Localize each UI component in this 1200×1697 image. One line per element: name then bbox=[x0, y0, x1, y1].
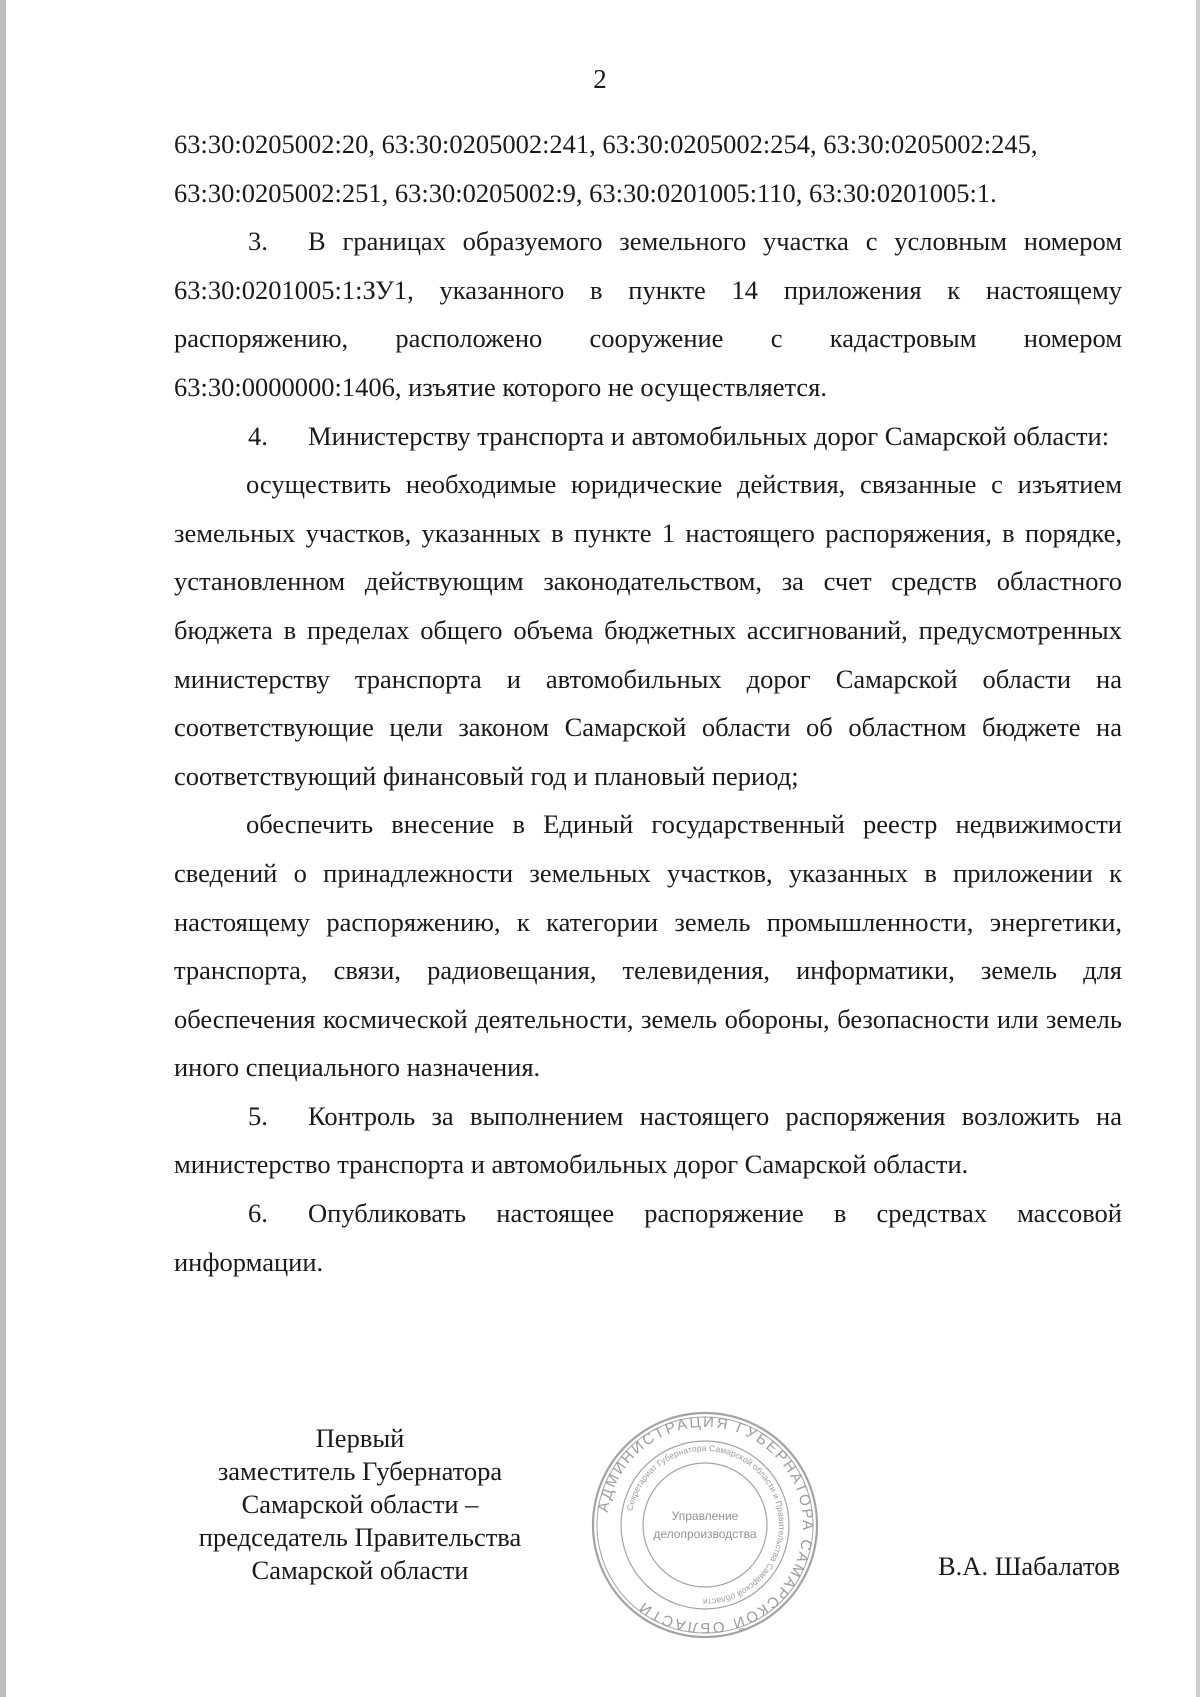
signatory-title bbox=[170, 1422, 550, 1587]
signatory-title-line-5: Самарской области bbox=[251, 1555, 469, 1585]
official-seal bbox=[590, 1410, 820, 1640]
paragraph-6-number: 6. bbox=[248, 1198, 268, 1229]
signatory-title-line-2: заместитель Губернатора bbox=[217, 1456, 503, 1486]
paragraph-4-number: 4. bbox=[248, 420, 268, 451]
paragraph-4-text: Министерству транспорта и автомобильных дорог Самарской области: bbox=[308, 420, 1110, 451]
document-body bbox=[174, 120, 1122, 1286]
paragraph-3-number: 3. bbox=[248, 226, 268, 257]
signatory-title-line-4: председатель Правительства bbox=[198, 1522, 522, 1552]
paragraph-5-text: Контроль за выполнением настоящего распоряжения возложить на министерство транспорта и автомобильных дорог Самарской области. bbox=[174, 1100, 1122, 1180]
paragraph-4-subitem-1: осуществить необходимые юридические действия, связанные с изъятием земельных участков, указанных в пункте 1 настоящего распоряжения, в порядке, установленном действующим законодательством, за счет средств областного бюджета в пределах общего объема бюджетных ассигнований, предусмотренных министерству транспорта и автомобильных дорог Самарской области на соответствующие цели законом Самарской области об областном бюджете на соответствующий финансовый год и плановый период; bbox=[174, 469, 1122, 791]
scan-edge-right bbox=[1196, 0, 1200, 1697]
signatory-name: В.А. Шабалатов bbox=[938, 1551, 1120, 1581]
paragraph-6 bbox=[174, 1189, 1122, 1286]
page-number: 2 bbox=[593, 64, 607, 94]
paragraph-3-text: В границах образуемого земельного участка с условным номером 63:30:0201005:1:ЗУ1, указанного в пункте 14 приложения к настоящему распоряжению, расположено сооружение с кадастровым номером 63:30:0000000:1406, изъятие которого не осуществляется. bbox=[174, 226, 1122, 402]
paragraph-5-number: 5. bbox=[248, 1100, 268, 1131]
scan-edge-left bbox=[0, 0, 6, 1697]
paragraph-3 bbox=[174, 217, 1122, 411]
seal-center-line-1: Управление bbox=[671, 1509, 739, 1523]
paragraph-6-text: Опубликовать настоящее распоряжение в средствах массовой информации. bbox=[174, 1198, 1122, 1277]
cadastral-numbers-line-2: 63:30:0205002:251, 63:30:0205002:9, 63:30:0201005:110, 63:30:0201005:1. bbox=[174, 177, 997, 208]
signatory-title-line-1: Первый bbox=[315, 1423, 405, 1453]
signatory-title-line-3: Самарской области – bbox=[241, 1489, 479, 1519]
seal-outer-text: АДМИНИСТРАЦИЯ ГУБЕРНАТОРА САМАРСКОЙ ОБЛАСТИ bbox=[594, 1413, 817, 1637]
cadastral-numbers-line-1: 63:30:0205002:20, 63:30:0205002:241, 63:30:0205002:254, 63:30:0205002:245, bbox=[174, 129, 1038, 159]
paragraph-5 bbox=[174, 1092, 1122, 1189]
paragraph-4-subitem-2: обеспечить внесение в Единый государственный реестр недвижимости сведений о принадлежности земельных участков, указанных в приложении к настоящему распоряжению, к категории земель промышленности, энергетики, транспорта, связи, радиовещания, телевидения, информатики, земель для обеспечения космической деятельности, земель обороны, безопасности или земель иного специального назначения. bbox=[174, 809, 1122, 1083]
paragraph-4 bbox=[174, 412, 1122, 461]
seal-inner-text: Секретариат Губернатора Самарской области и Правительства Самарской области bbox=[624, 1442, 788, 1608]
seal-center-line-2: делопроизводства bbox=[653, 1527, 757, 1541]
